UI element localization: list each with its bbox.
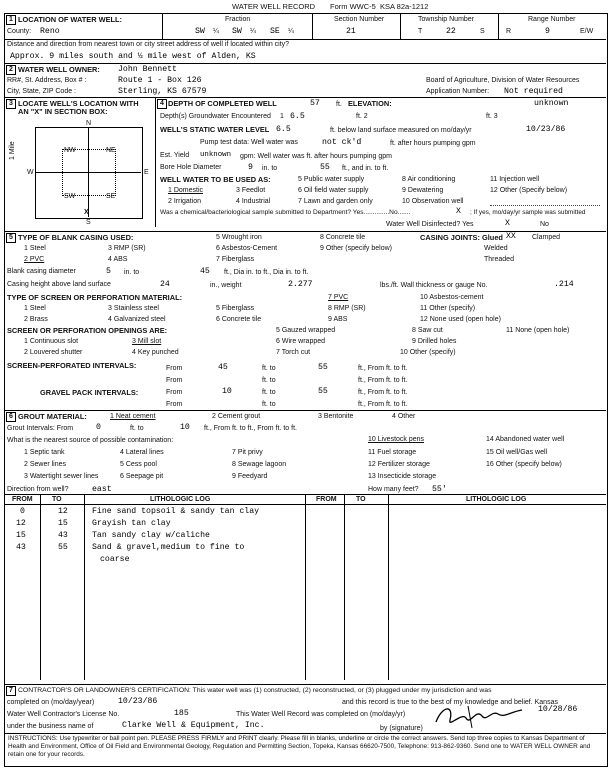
disinfected-yes-mark[interactable]: X (505, 219, 510, 228)
business-name[interactable]: Clarke Well & Equipment, Inc. (122, 721, 265, 730)
section-number-6: 6 (6, 412, 16, 422)
contamination-livestock-selected[interactable]: 10 Livestock pens (368, 436, 425, 443)
joints-glued-mark[interactable]: XX (506, 232, 516, 241)
city-value[interactable]: Sterling, KS 67579 (118, 87, 207, 96)
instructions-text: INSTRUCTIONS: Use typewriter or ball point pen. PLEASE PRESS FIRMLY and PRINT clearly. Please fill in blanks, underline or circle the correct answers. Send top three copies to Kansas Department of Health and Environment, Office of Oil Field and Environmental Geology, Regulation and Permitting Section, Topeka, Kansas 66620-7500, Telephone: 913-862-9360. Send one to WATER WELL OWNER and retain one for your records. (8, 735, 591, 758)
range-label: Range Number (528, 16, 576, 23)
owner-label: WATER WELL OWNER: (18, 65, 100, 74)
section-number-5: 5 (6, 233, 16, 243)
perforated-intervals-label: SCREEN-PERFORATED INTERVALS: (7, 361, 137, 370)
township-label: Township Number (418, 16, 475, 23)
record-date[interactable]: 10/28/86 (538, 705, 578, 714)
use-domestic-selected[interactable]: 1 Domestic (168, 187, 204, 194)
section-value[interactable]: 21 (346, 27, 356, 36)
casing-diameter[interactable]: 5 (106, 267, 111, 276)
perforated-to[interactable]: 55 (318, 363, 328, 372)
distance-label: Distance and direction from nearest town or city street address of well if located within city? (7, 41, 290, 48)
fraction-1[interactable]: SW (195, 27, 205, 36)
depth-value[interactable]: 57 (310, 99, 320, 108)
section-label: Section Number (334, 16, 385, 23)
yield-value[interactable]: unknown (200, 151, 232, 159)
form-number: Form WWC-5 (330, 2, 376, 11)
location-label: LOCATION OF WATER WELL: (18, 15, 122, 24)
casing-label: TYPE OF BLANK CASING USED: (18, 233, 134, 242)
fraction-label: Fraction (225, 16, 251, 23)
gravel-from[interactable]: 10 (222, 387, 232, 396)
form-title: WATER WELL RECORD (232, 2, 316, 11)
address-label: RR#, St. Address, Box # : (7, 77, 87, 84)
static-level-label: WELL'S STATIC WATER LEVEL (160, 125, 270, 134)
city-label: City, State, ZIP Code : (7, 88, 76, 95)
gravel-to[interactable]: 55 (318, 387, 328, 396)
direction-value[interactable]: east (92, 485, 112, 494)
grout-label: GROUT MATERIAL: (18, 412, 87, 421)
well-marker-x: X (84, 209, 89, 216)
opening-mill-slot-selected[interactable]: 3 Mill slot (132, 338, 162, 345)
section-number-2: 2 (6, 65, 16, 75)
section-number-3: 3 (6, 99, 16, 109)
distance-value[interactable]: Approx. 9 miles south and ½ mile west of Alden, KS (10, 52, 256, 61)
screen-material-label: TYPE OF SCREEN OR PERFORATION MATERIAL: (7, 293, 183, 302)
casing-weight[interactable]: 2.277 (288, 280, 313, 289)
board-text: Board of Agriculture, Division of Water Resources (426, 77, 580, 84)
completed-date[interactable]: 10/23/86 (118, 697, 158, 706)
pump-test-value[interactable]: not ck'd (322, 138, 362, 147)
section-number-1: 1 (6, 15, 16, 25)
use-label: WELL WATER TO BE USED AS: (160, 175, 271, 184)
sample-no-mark[interactable]: X (456, 207, 461, 216)
section-number-4: 4 (157, 99, 167, 109)
depth-label: DEPTH OF COMPLETED WELL (168, 99, 277, 108)
county-value[interactable]: Reno (40, 27, 60, 36)
fraction-3[interactable]: SE (270, 27, 280, 36)
static-date[interactable]: 10/23/86 (526, 125, 566, 134)
license-number[interactable]: 185 (174, 709, 189, 718)
fraction-2[interactable]: SW (232, 27, 242, 36)
one-mile-label: 1 Mile (9, 141, 16, 160)
elevation-value[interactable]: unknown (534, 99, 569, 108)
township-value[interactable]: 22 (446, 27, 456, 36)
bore-depth[interactable]: 55 (320, 163, 330, 172)
casing-pvc-selected[interactable]: 2 PVC (24, 256, 45, 263)
county-label: County: (7, 28, 32, 35)
address-value[interactable]: Route 1 - Box 126 (118, 76, 202, 85)
grout-to[interactable]: 10 (180, 423, 190, 432)
application-label: Application Number: (426, 88, 490, 95)
range-value[interactable]: 9 (545, 27, 550, 36)
static-level-value[interactable]: 6.5 (276, 125, 291, 134)
grout-from[interactable]: 0 (96, 423, 101, 432)
screen-pvc-selected[interactable]: 7 PVC (328, 294, 349, 301)
grout-neat-cement-selected[interactable]: 1 Neat cement (110, 413, 156, 420)
casing-depth[interactable]: 45 (200, 267, 210, 276)
locate-label: LOCATE WELL'S LOCATION WITH AN "X" IN SECTION BOX: (18, 99, 139, 116)
perforated-from[interactable]: 45 (218, 363, 228, 372)
wall-gauge[interactable]: .214 (554, 280, 574, 289)
application-value[interactable]: Not required (504, 87, 563, 96)
certification-text: CONTRACTOR'S OR LANDOWNER'S CERTIFICATION: This water well was (1) constructed, (2) reconstructed, or (3) plugged under my jurisdiction and was (18, 687, 492, 694)
owner-name[interactable]: John Bennett (118, 65, 177, 74)
distance-feet-value[interactable]: 55' (432, 485, 447, 494)
gravel-intervals-label: GRAVEL PACK INTERVALS: (40, 388, 139, 397)
groundwater-depth[interactable]: 6.5 (290, 112, 305, 121)
signature-icon (432, 700, 532, 732)
section-number-7: 7 (6, 686, 16, 696)
casing-height[interactable]: 24 (160, 280, 170, 289)
bore-diameter[interactable]: 9 (248, 163, 253, 172)
ksa-reference: KSA 82a-1212 (380, 2, 429, 11)
